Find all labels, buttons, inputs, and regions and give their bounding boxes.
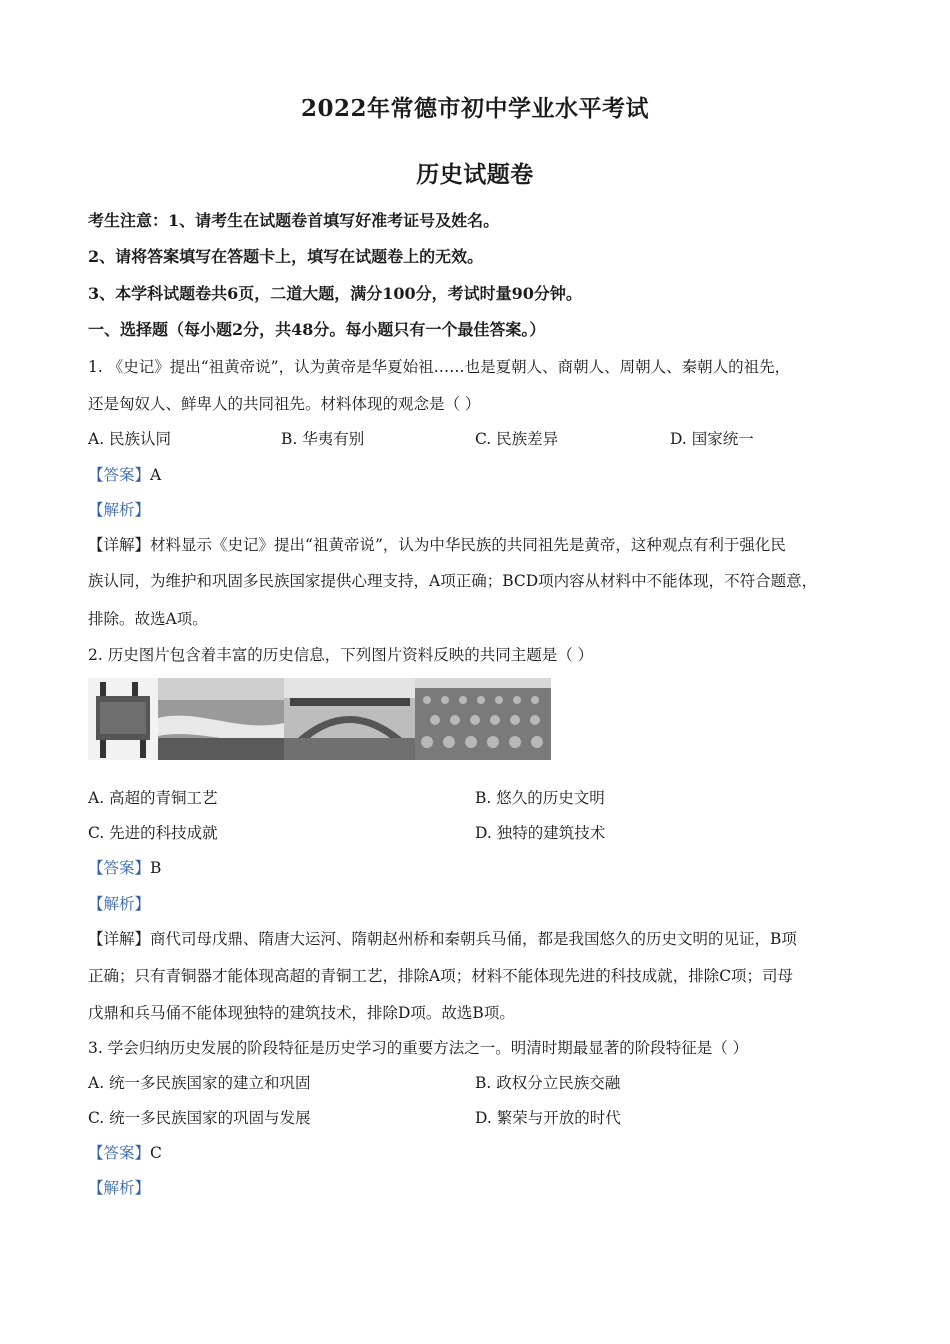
q3-answer <box>88 1143 878 1163</box>
q1-answer-value: A <box>150 466 162 484</box>
q2-analysis-label: 【解析】 <box>88 895 151 913</box>
detail-label: 【详解】 <box>88 536 151 554</box>
note-1: 考生注意：1、请考生在试题卷首填写好准考证号及姓名。 <box>88 211 500 230</box>
q2-option-d: D. 独特的建筑技术 <box>475 824 606 842</box>
exam-subtitle: 历史试题卷 <box>416 161 534 188</box>
q2-detail-line-2: 正确；只有青铜器才能体现高超的青铜工艺，排除A项；材料不能体现先进的科技成就，排除C项；司母 <box>88 967 794 985</box>
q2-stem: 2. 历史图片包含着丰富的历史信息，下列图片资料反映的共同主题是（ ） <box>88 646 594 664</box>
q3-option-b: B. 政权分立民族交融 <box>475 1074 621 1092</box>
q1-detail-line-3: 排除。故选A项。 <box>88 610 208 628</box>
q2-option-b: B. 悠久的历史文明 <box>475 789 605 807</box>
grand-canal-image <box>158 678 284 760</box>
q3-option-a: A. 统一多民族国家的建立和巩固 <box>88 1074 311 1092</box>
q1-detail-line-2: 族认同，为维护和巩固多民族国家提供心理支持，A项正确；BCD项内容从材料中不能体现，不符合题意， <box>88 572 818 590</box>
q1-option-c: C. 民族差异 <box>475 430 559 448</box>
q3-answer-value: C <box>150 1144 162 1162</box>
exam-title: 2022年常德市初中学业水平考试 <box>300 95 649 122</box>
q1-option-b: B. 华夷有别 <box>281 430 365 448</box>
section-heading: 一、选择题（每小题2分，共48分。每小题只有一个最佳答案。） <box>88 320 546 339</box>
answer-label: 【答案】 <box>88 1144 151 1162</box>
q2-option-a: A. 高超的青铜工艺 <box>88 789 218 807</box>
q1-analysis-label: 【解析】 <box>88 501 151 519</box>
zhaozhou-bridge-image <box>284 678 415 760</box>
q1-option-a: A. 民族认同 <box>88 430 172 448</box>
q2-detail-line-3: 戊鼎和兵马俑不能体现独特的建筑技术，排除D项。故选B项。 <box>88 1004 515 1022</box>
q2-detail-line-1: 【详解】商代司母戊鼎、隋唐大运河、隋朝赵州桥和秦朝兵马俑，都是我国悠久的历史文明的见证，B项 <box>88 930 797 948</box>
detail-label: 【详解】 <box>88 930 151 948</box>
q1-answer <box>88 465 878 485</box>
q1-stem-line-2: 还是匈奴人、鲜卑人的共同祖先。材料体现的观念是（ ） <box>88 395 481 413</box>
answer-label: 【答案】 <box>88 859 151 877</box>
q1-option-d: D. 国家统一 <box>670 430 754 448</box>
q3-analysis-label: 【解析】 <box>88 1179 151 1197</box>
note-3: 3、本学科试题卷共6页，二道大题，满分100分，考试时量90分钟。 <box>88 284 582 303</box>
bronze-ding-image <box>88 678 158 760</box>
q3-option-d: D. 繁荣与开放的时代 <box>475 1109 621 1127</box>
q3-stem: 3. 学会归纳历史发展的阶段特征是历史学习的重要方法之一。明清时期最显著的阶段特征是（ ） <box>88 1039 749 1057</box>
q2-option-c: C. 先进的科技成就 <box>88 824 218 842</box>
q3-option-c: C. 统一多民族国家的巩固与发展 <box>88 1109 311 1127</box>
q1-stem-line-1: 1. 《史记》提出“祖黄帝说”，认为黄帝是华夏始祖……也是夏朝人、商朝人、周朝人、秦朝人的祖先， <box>88 358 791 376</box>
answer-label: 【答案】 <box>88 466 151 484</box>
q2-answer <box>88 858 878 878</box>
note-2: 2、请将答案填写在答题卡上，填写在试题卷上的无效。 <box>88 247 484 266</box>
q1-detail-line-1: 【详解】材料显示《史记》提出“祖黄帝说”，认为中华民族的共同祖先是黄帝，这种观点有利于强化民 <box>88 536 786 554</box>
q2-image-strip <box>88 678 551 760</box>
terracotta-army-image <box>415 678 551 760</box>
q2-answer-value: B <box>150 859 162 877</box>
